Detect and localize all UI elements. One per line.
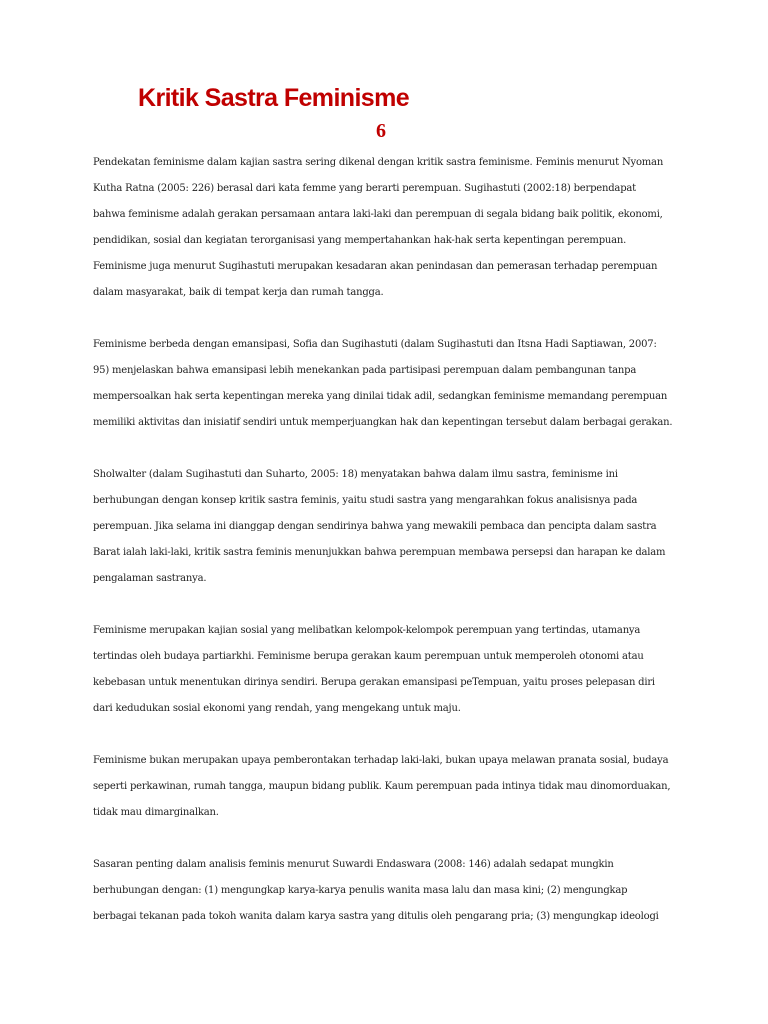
text-line: mempersoalkan hak serta kepentingan mereka yang dinilai tidak adil, sedangkan feminisme memandang perempuan	[93, 391, 668, 402]
text-line: tidak mau dimarginalkan.	[93, 807, 219, 818]
paragraph-3	[93, 462, 683, 592]
text-line: pendidikan, sosial dan kegiatan terorganisasi yang mempertahankan hak-hak serta kepentingan perempuan.	[93, 235, 627, 246]
text-line: perempuan. Jika selama ini dianggap dengan sendirinya bahwa yang mewakili pembaca dan pencipta dalam sastra	[93, 521, 657, 532]
text-line: Pendekatan feminisme dalam kajian sastra sering dikenal dengan kritik sastra feminisme. Feminis menurut Nyoman	[93, 157, 664, 168]
text-line: Sasaran penting dalam analisis feminis menurut Suwardi Endaswara (2008: 146) adalah sedapat mungkin	[93, 859, 614, 870]
text-line: dalam masyarakat, baik di tempat kerja dan rumah tangga.	[93, 287, 384, 298]
document-title: Kritik Sastra Feminisme	[138, 84, 410, 112]
paragraph-6	[93, 852, 683, 930]
paragraph-2	[93, 332, 683, 436]
page-number: 6	[376, 120, 386, 142]
text-line: berhubungan dengan: (1) mengungkap karya-karya penulis wanita masa lalu dan masa kini; (2) mengungkap	[93, 885, 628, 896]
text-line: Sholwalter (dalam Sugihastuti dan Suharto, 2005: 18) menyatakan bahwa dalam ilmu sastra, feminisme ini	[93, 469, 618, 480]
text-line: Feminisme merupakan kajian sosial yang melibatkan kelompok-kelompok perempuan yang tertindas, utamanya	[93, 625, 641, 636]
text-line: Feminisme bukan merupakan upaya pemberontakan terhadap laki-laki, bukan upaya melawan pranata sosial, budaya	[93, 755, 669, 766]
paragraph-4	[93, 618, 683, 722]
text-line: dari kedudukan sosial ekonomi yang rendah, yang mengekang untuk maju.	[93, 703, 461, 714]
text-line: Feminisme berbeda dengan emansipasi, Sofia dan Sugihastuti (dalam Sugihastuti dan Itsna Hadi Saptiawan, 2007:	[93, 339, 657, 350]
text-line: kebebasan untuk menentukan dirinya sendiri. Berupa gerakan emansipasi peTempuan, yaitu proses pelepasan diri	[93, 677, 655, 688]
text-line: memiliki aktivitas dan inisiatif sendiri untuk memperjuangkan hak dan kepentingan tersebut dalam berbagai gerakan.	[93, 417, 673, 428]
text-line: seperti perkawinan, rumah tangga, maupun bidang publik. Kaum perempuan pada intinya tidak mau dinomorduakan,	[93, 781, 671, 792]
text-line: Feminisme juga menurut Sugihastuti merupakan kesadaran akan penindasan dan pemerasan terhadap perempuan	[93, 261, 658, 272]
text-line: Barat ialah laki-laki, kritik sastra feminis menunjukkan bahwa perempuan membawa persepsi dan harapan ke dalam	[93, 547, 666, 558]
text-line: berhubungan dengan konsep kritik sastra feminis, yaitu studi sastra yang mengarahkan fokus analisisnya pada	[93, 495, 638, 506]
text-line: Kutha Ratna (2005: 226) berasal dari kata femme yang berarti perempuan. Sugihastuti (2002:18) berpendapat	[93, 183, 636, 194]
text-line: pengalaman sastranya.	[93, 573, 207, 584]
text-line: berbagai tekanan pada tokoh wanita dalam karya sastra yang ditulis oleh pengarang pria; (3) mengungkap ideologi	[93, 911, 659, 922]
paragraph-1	[93, 150, 683, 306]
text-line: bahwa feminisme adalah gerakan persamaan antara laki-laki dan perempuan di segala bidang baik politik, ekonomi,	[93, 209, 663, 220]
text-line: tertindas oleh budaya partiarkhi. Feminisme berupa gerakan kaum perempuan untuk memperoleh otonomi atau	[93, 651, 644, 662]
text-line: 95) menjelaskan bahwa emansipasi lebih menekankan pada partisipasi perempuan dalam pembangunan tanpa	[93, 365, 637, 376]
paragraph-5	[93, 748, 683, 826]
document-body	[93, 150, 683, 956]
